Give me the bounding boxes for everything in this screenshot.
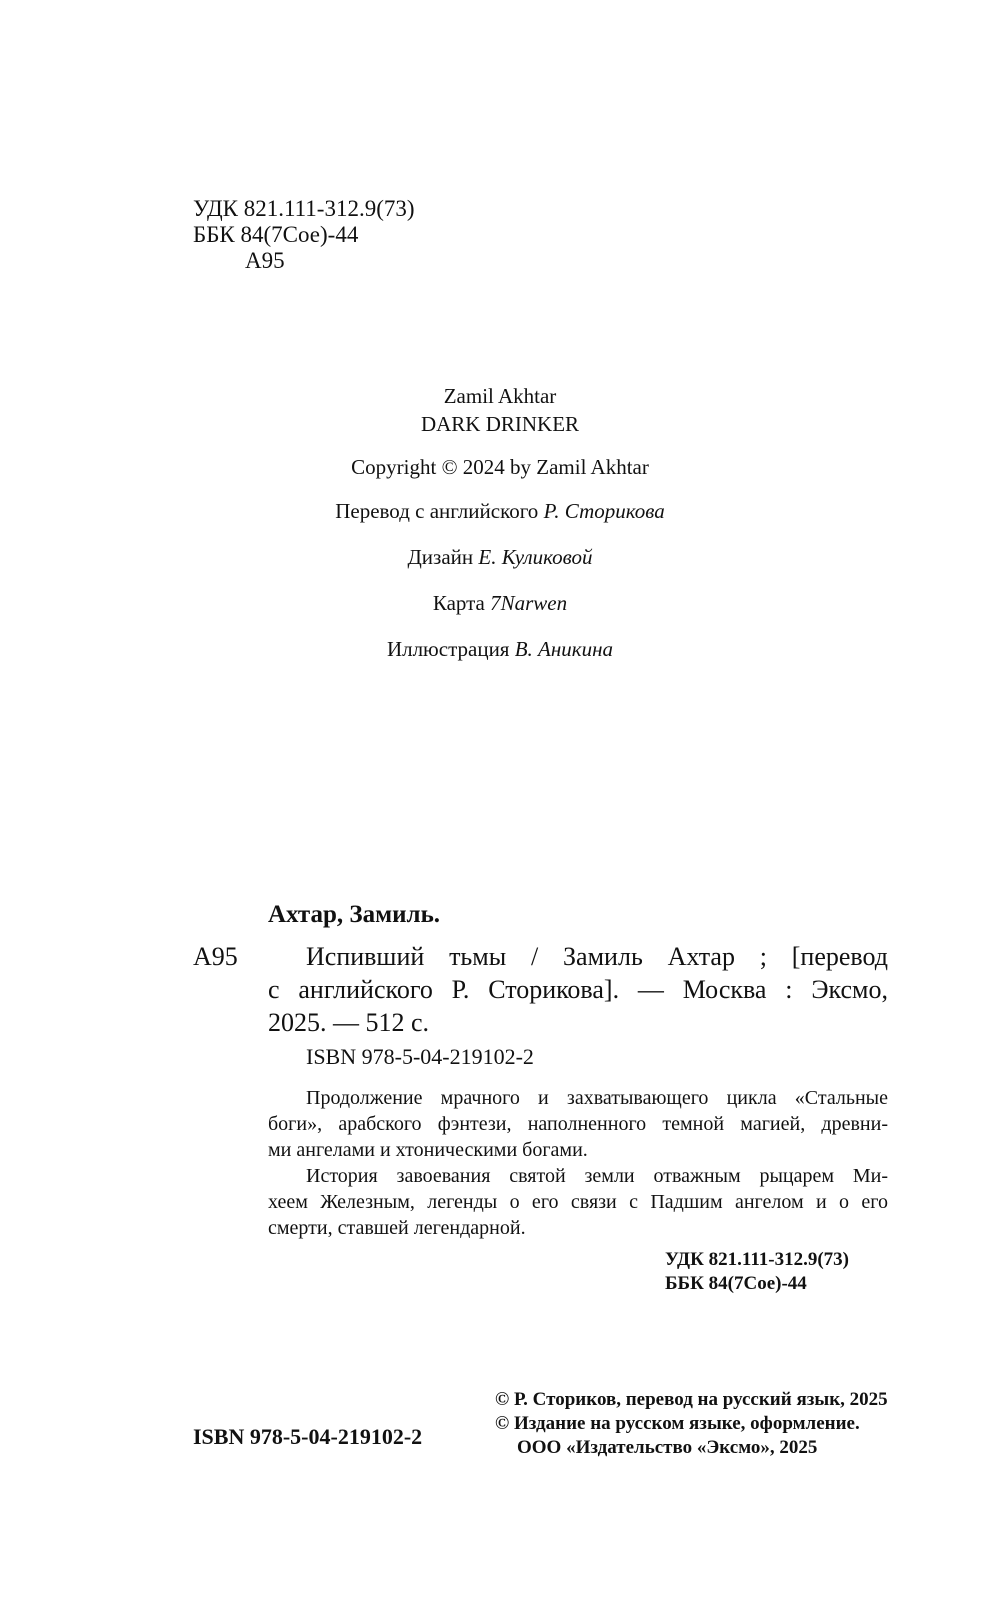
bibliographic-codes-top	[193, 196, 415, 274]
description-line: с английского Р. Сторикова]. — Москва : Эксмо,	[268, 975, 888, 1004]
annotation-line: хеем Железным, легенды о его связи с Падшим ангелом и о его	[268, 1191, 888, 1213]
map-credit	[0, 591, 1000, 616]
illustrator-name: В. Аникина	[514, 637, 614, 661]
translation-prefix: Перевод с английского	[335, 499, 544, 523]
original-title: DARK DRINKER	[420, 412, 580, 436]
footer-copyrights	[495, 1388, 888, 1460]
copyright-translation: © Р. Сториков, перевод на русский язык, 2025	[495, 1389, 888, 1410]
catalog-isbn: ISBN 978-5-04-219102-2	[306, 1044, 534, 1069]
catalog-description	[268, 940, 888, 1039]
copyright-line: Copyright © 2024 by Zamil Akhtar	[351, 455, 649, 479]
catalog-sign: А95	[193, 942, 238, 971]
translator-name: Р. Сторикова	[543, 499, 665, 523]
map-prefix: Карта	[432, 591, 491, 615]
translation-credit	[0, 499, 1000, 524]
description-line: 2025. — 512 с.	[268, 1008, 430, 1037]
illustration-credit	[0, 637, 1000, 662]
annotation-paragraph-1	[268, 1085, 888, 1163]
annotation-line: ми ангелами и хтоническими богами.	[268, 1139, 588, 1161]
original-author: Zamil Akhtar	[443, 384, 557, 408]
catalog-bbk: ББК 84(7Сое)-44	[665, 1273, 807, 1294]
design-prefix: Дизайн	[407, 545, 479, 569]
bbk-code: ББК 84(7Сое)-44	[193, 222, 359, 247]
copyright-publisher: ООО «Издательство «Эксмо», 2025	[517, 1437, 818, 1458]
copyright-edition: © Издание на русском языке, оформление.	[495, 1413, 860, 1434]
design-credit	[0, 545, 1000, 570]
footer-isbn: ISBN 978-5-04-219102-2	[193, 1424, 423, 1449]
annotation-paragraph-2	[268, 1163, 888, 1241]
annotation-line: История завоевания святой земли отважным рыцарем Ми-	[306, 1165, 888, 1187]
annotation-line: Продолжение мрачного и захватывающего цикла «Стальные	[306, 1087, 888, 1109]
catalog-author-heading: Ахтар, Замиль.	[268, 901, 441, 928]
udk-code: УДК 821.111-312.9(73)	[193, 196, 415, 221]
illustration-prefix: Иллюстрация	[386, 637, 515, 661]
description-line: Испивший тьмы / Замиль Ахтар ; [перевод	[306, 942, 888, 971]
map-author-name: 7Narwen	[490, 591, 568, 615]
annotation-line: смерти, ставшей легендарной.	[268, 1217, 526, 1239]
author-sign: А95	[245, 248, 285, 273]
catalog-codes-bottom	[665, 1248, 849, 1296]
annotation-line: боги», арабского фэнтези, наполненного темной магией, древни-	[268, 1113, 888, 1135]
designer-name: Е. Куликовой	[478, 545, 593, 569]
catalog-udk: УДК 821.111-312.9(73)	[665, 1249, 850, 1270]
